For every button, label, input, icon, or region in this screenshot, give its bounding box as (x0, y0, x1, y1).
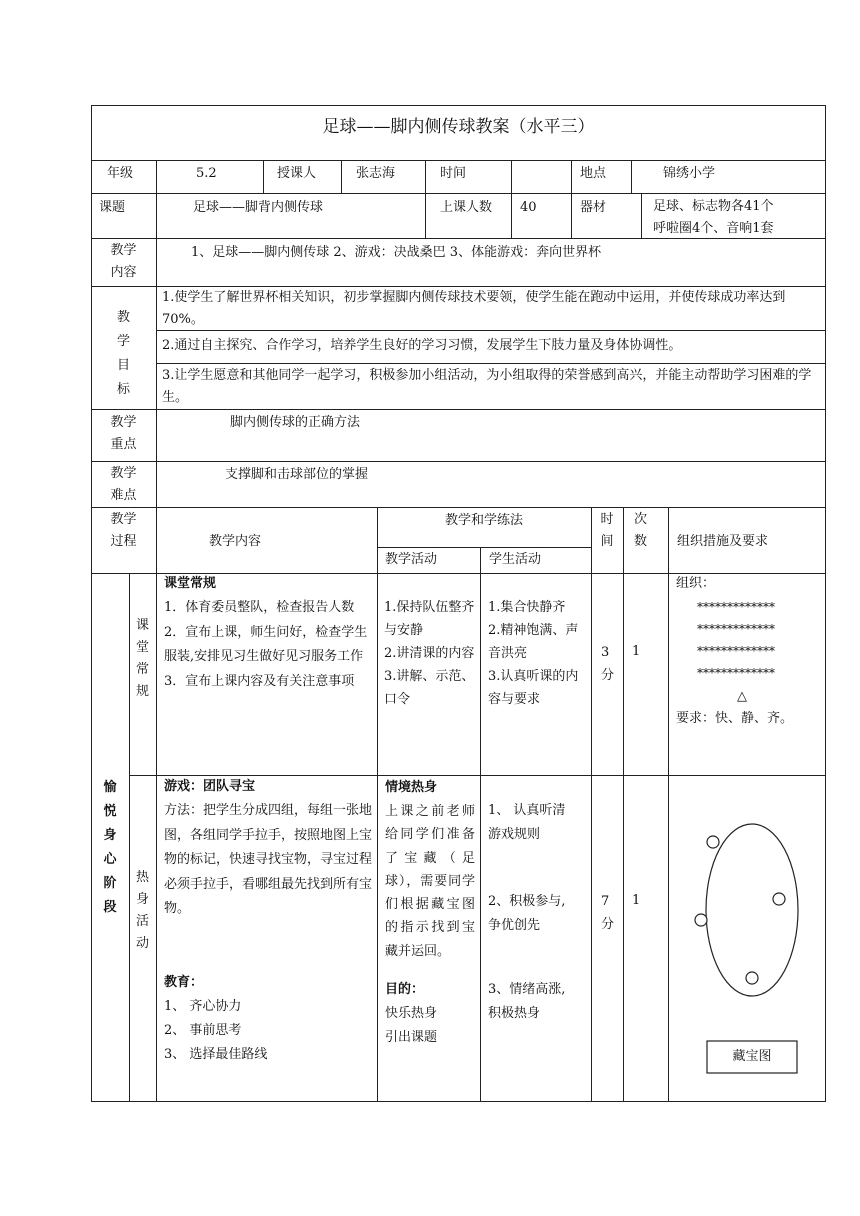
warmup-method: 方法：把学生分成四组，每组一张地图，各组同学手拉手，按照地图上宝物的标记，快速寻找宝物，寻宝过程必须手拉手，看哪组最先找到所有宝物。 (164, 803, 373, 916)
content-value: 1、足球——脚内侧传球 2、游戏：决战桑巴 3、体能游戏：奔向世界杯 (191, 245, 602, 260)
teacher-triangle-icon: △ (737, 689, 747, 704)
grade-label: 年级 (107, 166, 134, 181)
treasure-marker (746, 972, 758, 984)
education-item: 3、 选择最佳路线 (164, 1047, 268, 1062)
warmup-student-item: 1、 认真听清 游戏规则 (488, 803, 566, 842)
time-label: 时间 (440, 166, 467, 181)
education-title: 教育： (164, 975, 204, 990)
warmup-student-item: 3、情绪高涨, 积极热身 (488, 982, 566, 1021)
formation-row: ************* (697, 600, 775, 614)
difficulty-label: 教学 难点 (110, 466, 137, 503)
goal-text: 快乐热身 引出课题 (385, 1006, 438, 1045)
warmup-count: 1 (632, 893, 641, 908)
formation-row: ************* (697, 666, 775, 680)
count-column-header: 次 数 (633, 512, 647, 549)
treasure-marker (707, 836, 719, 848)
students-value: 40 (520, 200, 537, 215)
warmup-teacher-activity: 上课之前老师给同学们准备了宝藏（足球），需要同学们根据藏宝图的指示找到宝藏并运回。 (385, 804, 475, 959)
routine-sub-label: 课 堂 常 规 (135, 618, 149, 699)
formation-row: ************* (697, 644, 775, 658)
equipment-label: 器材 (580, 200, 607, 215)
warmup-teacher-title: 情境热身 (385, 780, 438, 795)
time-column-header: 时 间 (600, 512, 614, 549)
treasure-marker (773, 893, 785, 905)
routine-title: 课堂常规 (164, 576, 217, 591)
education-item: 2、 事前思考 (164, 1023, 242, 1038)
routine-requirement: 要求：快、静、齐。 (676, 711, 794, 726)
key-point-value: 脚内侧传球的正确方法 (230, 415, 361, 430)
routine-student-activity: 1.集合快静齐 2.精神饱满、声音洪亮 3.认真听课的内容与要求 (488, 600, 579, 707)
formation-row: ************* (697, 622, 775, 636)
content-column-header: 教学内容 (209, 534, 262, 549)
process-label: 教学 过程 (110, 512, 137, 549)
student-activity-header: 学生活动 (489, 552, 542, 567)
content-label: 教学 内容 (110, 243, 137, 280)
place-label: 地点 (580, 166, 607, 181)
goal-title: 目的： (385, 982, 425, 997)
org-column-header: 组织措施及要求 (677, 534, 769, 549)
methods-header: 教学和学练法 (444, 513, 523, 528)
objective-3: 3.让学生愿意和其他同学一起学习，积极参加小组活动，为小组取得的荣誉感到高兴，并能主动帮助学习困难的学生。 (162, 368, 812, 405)
students-label: 上课人数 (440, 200, 493, 215)
field-ellipse (706, 824, 798, 996)
place-value: 锦绣小学 (663, 166, 716, 181)
warmup-game-title: 游戏：团队寻宝 (164, 779, 256, 794)
page-title: 足球——脚内侧传球教案（水平三） (322, 117, 595, 137)
map-label: 藏宝图 (732, 1049, 772, 1064)
education-item: 1、 齐心协力 (164, 999, 242, 1014)
difficulty-value: 支撑脚和击球部位的掌握 (225, 467, 369, 482)
routine-time: 3 分 (601, 645, 615, 683)
routine-teacher-activity: 1.保持队伍整齐与安静 2.讲清课的内容 3.讲解、示范、口令 (384, 600, 475, 707)
routine-body: 1．体育委员整队，检查报告人数 2．宣布上课，师生问好，检查学生服装,安排见习生做好见习服务工作 3．宣布上课内容及有关注意事项 (164, 600, 368, 689)
objectives-label: 教 学 目 标 (116, 310, 130, 397)
topic-label: 课题 (99, 200, 126, 215)
topic-value: 足球——脚背内侧传球 (193, 200, 324, 215)
routine-org-label: 组织： (676, 576, 716, 591)
teacher-label: 授课人 (277, 166, 317, 181)
treasure-marker (695, 914, 707, 926)
objective-2: 2.通过自主探究、合作学习，培养学生良好的学习习惯，发展学生下肢力量及身体协调性。 (162, 338, 682, 353)
teacher-activity-header: 教学活动 (385, 552, 438, 567)
warmup-sub-label: 热 身 活 动 (135, 870, 149, 951)
objective-1: 1.使学生了解世界杯相关知识，初步掌握脚内侧传球技术要领，使学生能在跑动中运用，并使传球成功率达到70%。 (162, 290, 786, 327)
equipment-value: 足球、标志物各41个 呼啦圈4个、音响1套 (653, 199, 774, 236)
key-point-label: 教学 重点 (110, 415, 137, 452)
grade-value: 5.2 (196, 166, 217, 181)
routine-count: 1 (632, 644, 641, 659)
warmup-time: 7 分 (601, 894, 615, 932)
teacher-value: 张志海 (356, 166, 396, 181)
warmup-student-item: 2、积极参与, 争优创先 (488, 894, 566, 933)
stage-label: 愉 悦 身 心 阶 段 (103, 780, 117, 915)
